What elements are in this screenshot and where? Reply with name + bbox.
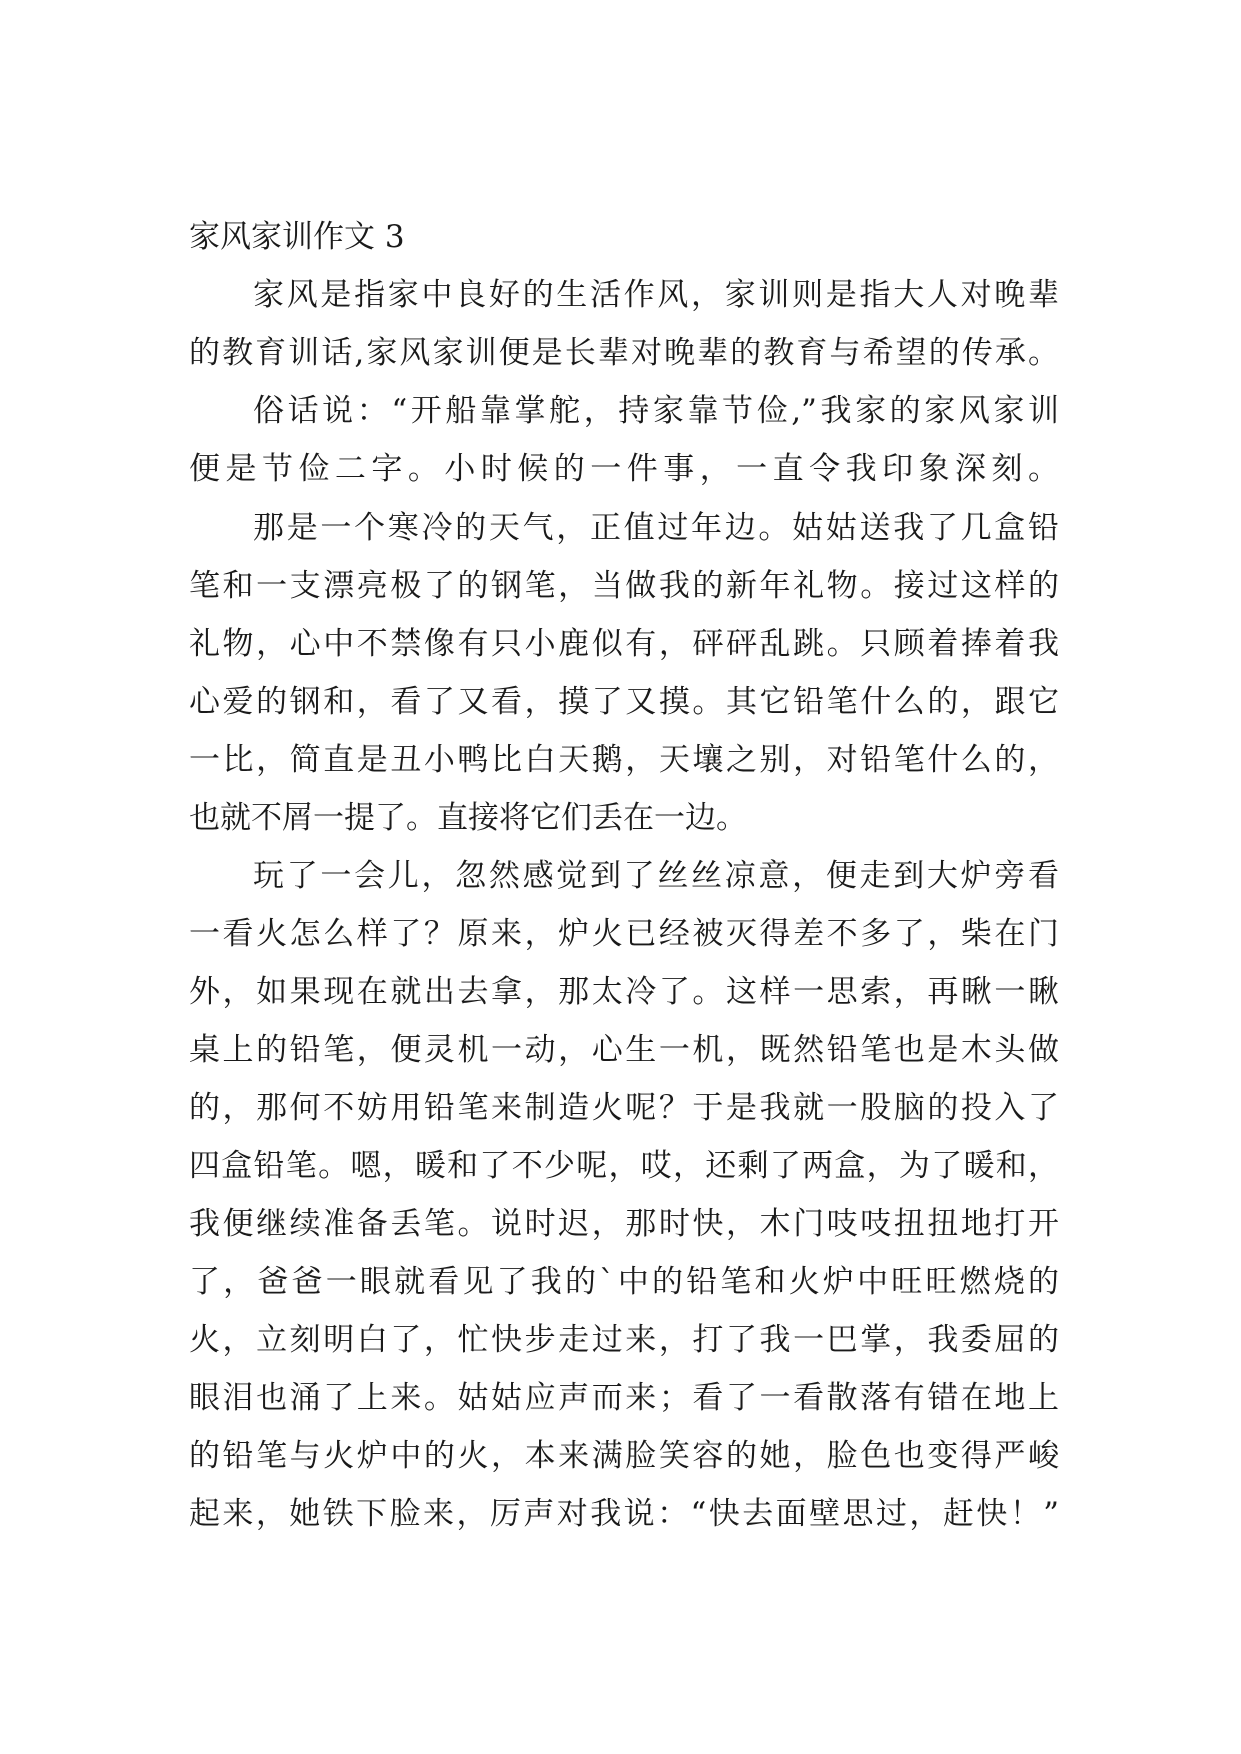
- paragraph-line: 一看火怎么样了？原来，炉火已经被灭得差不多了，柴在门: [189, 916, 1059, 952]
- paragraph-line: 起来，她铁下脸来，厉声对我说：“快去面壁思过，赶快！”: [189, 1496, 1059, 1532]
- paragraph-line: 的，那何不妨用铅笔来制造火呢？于是我就一股脑的投入了: [189, 1090, 1059, 1126]
- paragraph-line: 俗话说：“开船靠掌舵，持家靠节俭,”我家的家风家训: [253, 393, 1059, 429]
- paragraph-line: 家风是指家中良好的生活作风，家训则是指大人对晚辈: [253, 277, 1059, 313]
- paragraph-line: 心爱的钢和，看了又看，摸了又摸。其它铅笔什么的，跟它: [189, 684, 1059, 720]
- paragraph-line: 礼物，心中不禁像有只小鹿似有，砰砰乱跳。只顾着捧着我: [189, 626, 1059, 662]
- paragraph-line: 外，如果现在就出去拿，那太冷了。这样一思索，再瞅一瞅: [189, 974, 1059, 1010]
- paragraph-line: 那是一个寒冷的天气，正值过年边。姑姑送我了几盒铅: [253, 510, 1059, 546]
- paragraph-line: 玩了一会儿，忽然感觉到了丝丝凉意，便走到大炉旁看: [253, 858, 1059, 894]
- paragraph-line: 我便继续准备丢笔。说时迟，那时快，木门吱吱扭扭地打开: [189, 1206, 1059, 1242]
- paragraph-line: 四盒铅笔。嗯，暖和了不少呢，哎，还剩了两盒，为了暖和，: [189, 1148, 1059, 1184]
- paragraph-line: 桌上的铅笔，便灵机一动，心生一机，既然铅笔也是木头做: [189, 1032, 1059, 1068]
- paragraph-line: 的教育训话,家风家训便是长辈对晚辈的教育与希望的传承。: [189, 335, 1059, 371]
- paragraph-line: 的铅笔与火炉中的火，本来满脸笑容的她，脸色也变得严峻: [189, 1438, 1059, 1474]
- document-title: 家风家训作文 3: [189, 219, 405, 255]
- paragraph-line: 便是节俭二字。小时候的一件事，一直令我印象深刻。: [189, 451, 1059, 487]
- paragraph-line: 笔和一支漂亮极了的钢笔，当做我的新年礼物。接过这样的: [189, 568, 1059, 604]
- paragraph-line: 火，立刻明白了，忙快步走过来，打了我一巴掌，我委屈的: [189, 1322, 1059, 1358]
- paragraph-line: 一比，简直是丑小鸭比白天鹅，天壤之别，对铅笔什么的，: [189, 742, 1059, 778]
- paragraph-line: 也就不屑一提了。直接将它们丢在一边。: [189, 800, 747, 836]
- paragraph-line: 眼泪也涌了上来。姑姑应声而来；看了一看散落有错在地上: [189, 1380, 1059, 1416]
- paragraph-line: 了，爸爸一眼就看见了我的`中的铅笔和火炉中旺旺燃烧的: [189, 1264, 1059, 1300]
